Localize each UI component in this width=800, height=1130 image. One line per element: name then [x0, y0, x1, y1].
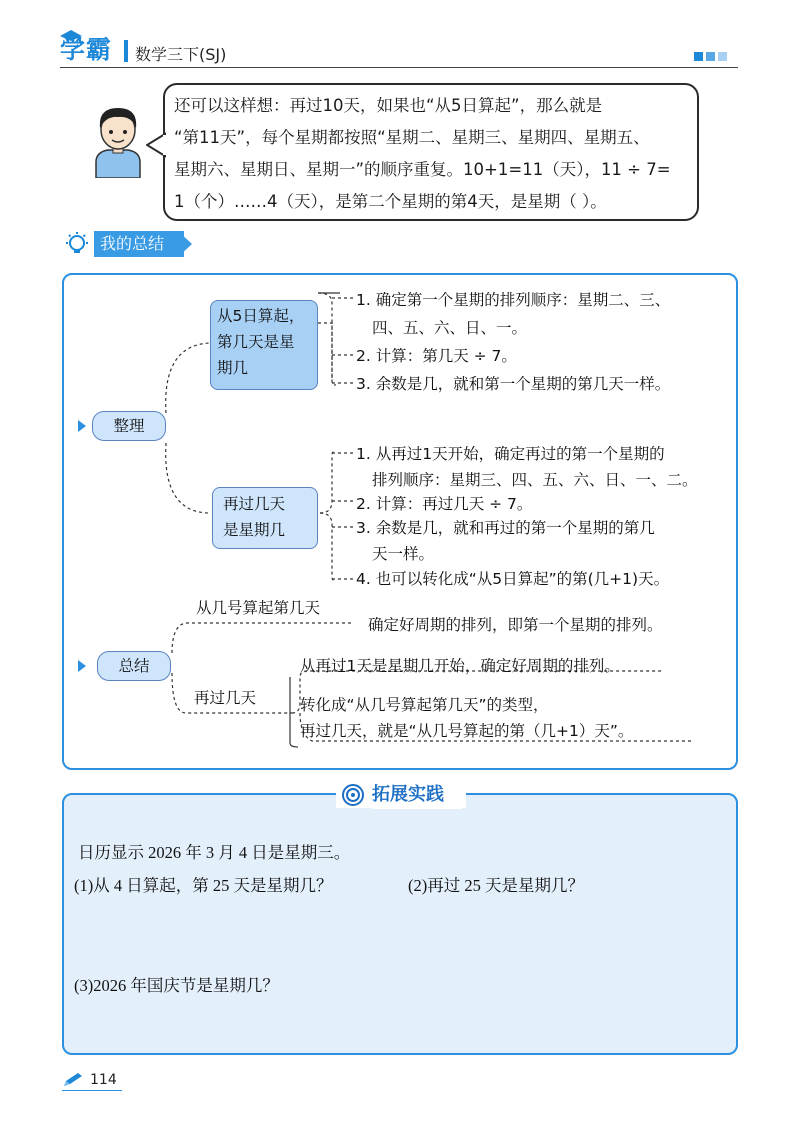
- conclude-branch1-label: 从几号算起第几天: [196, 599, 321, 617]
- organize-node: [92, 411, 166, 441]
- practice-title: 拓展实践: [372, 781, 462, 809]
- branch2-item: 天一样。: [372, 545, 435, 563]
- header-square-icon: [718, 52, 727, 61]
- organize-arrow-icon: [78, 420, 86, 432]
- page-number: 114: [90, 1072, 117, 1088]
- boy-avatar-icon: [88, 100, 148, 178]
- branch1-node-line: 第几天是星: [217, 333, 295, 351]
- branch1-item: 2. 计算：第几天 ÷ 7。: [356, 347, 517, 365]
- bubble-line: 1（个）……4（天），是第二个星期的第4天，是星期（ ）。: [174, 192, 607, 211]
- lightbulb-icon: [62, 231, 92, 257]
- practice-question: (3)2026 年国庆节是星期几？: [74, 976, 279, 995]
- branch2-node-line: 是星期几: [223, 521, 286, 539]
- conclude-branch2-text: 转化成“从几号算起第几天”的类型，: [300, 696, 549, 714]
- branch2-item: 排列顺序：星期三、四、五、六、日、一、二。: [372, 471, 698, 489]
- header-divider: [124, 40, 128, 62]
- practice-question: (1)从 4 日算起，第 25 天是星期几？: [74, 876, 333, 895]
- branch1-node-line: 期几: [217, 359, 249, 377]
- practice-stem: 日历显示 2026 年 3 月 4 日是星期三。: [78, 843, 351, 862]
- branch2-item: 3. 余数是几，就和再过的第一个星期的第几: [356, 519, 655, 537]
- summary-title-tail: [178, 231, 192, 257]
- brand-logo: 学霸: [60, 35, 113, 64]
- conclude-branch2-text: 再过几天，就是“从几号算起的第（几+1）天”。: [300, 722, 634, 740]
- branch1-item: 四、五、六、日、一。: [372, 319, 528, 337]
- conclude-branch1-text: 确定好周期的排列，即第一个星期的排列。: [368, 616, 663, 634]
- branch2-item: 4. 也可以转化成“从5日算起”的第(几+1)天。: [356, 570, 670, 588]
- branch1-item: 1. 确定第一个星期的排列顺序：星期二、三、: [356, 291, 671, 309]
- conclude-node: [97, 651, 171, 681]
- branch1-item: 3. 余数是几，就和第一个星期的第几天一样。: [356, 375, 671, 393]
- organize-label: 整理: [113, 417, 145, 435]
- branch2-item: 1. 从再过1天开始，确定再过的第一个星期的: [356, 445, 665, 463]
- pencil-icon: [62, 1072, 84, 1088]
- practice-box: [62, 793, 738, 1055]
- bubble-line: 星期六、星期日、星期一”的顺序重复。10+1=11（天），11 ÷ 7=: [174, 160, 671, 179]
- practice-question: (2)再过 25 天是星期几？: [408, 876, 584, 895]
- footer-rule: [62, 1090, 122, 1091]
- branch1-node-line: 从5日算起，: [217, 307, 305, 325]
- bubble-line: 还可以这样想：再过10天，如果也“从5日算起”，那么就是: [174, 96, 603, 115]
- spiral-icon: [340, 782, 366, 808]
- bubble-text: [174, 90, 694, 218]
- conclude-branch2-text: 从再过1天是星期几开始，确定好周期的排列。: [300, 657, 620, 675]
- conclude-label: 总结: [118, 657, 150, 675]
- header-square-icon: [694, 52, 703, 61]
- conclude-arrow-icon: [78, 660, 86, 672]
- branch2-item: 2. 计算：再过几天 ÷ 7。: [356, 495, 533, 513]
- summary-title: 我的总结: [94, 231, 184, 257]
- branch2-node: [212, 487, 318, 549]
- branch1-node: [210, 300, 318, 390]
- book-title: 数学三下(SJ): [135, 45, 227, 64]
- bubble-line: “第11天”，每个星期都按照“星期二、星期三、星期四、星期五、: [174, 128, 650, 147]
- header-square-icon: [706, 52, 715, 61]
- header-rule: [60, 67, 738, 68]
- speech-bubble-tail: [146, 132, 166, 158]
- branch2-node-line: 再过几天: [223, 495, 286, 513]
- conclude-branch2-label: 再过几天: [194, 689, 257, 707]
